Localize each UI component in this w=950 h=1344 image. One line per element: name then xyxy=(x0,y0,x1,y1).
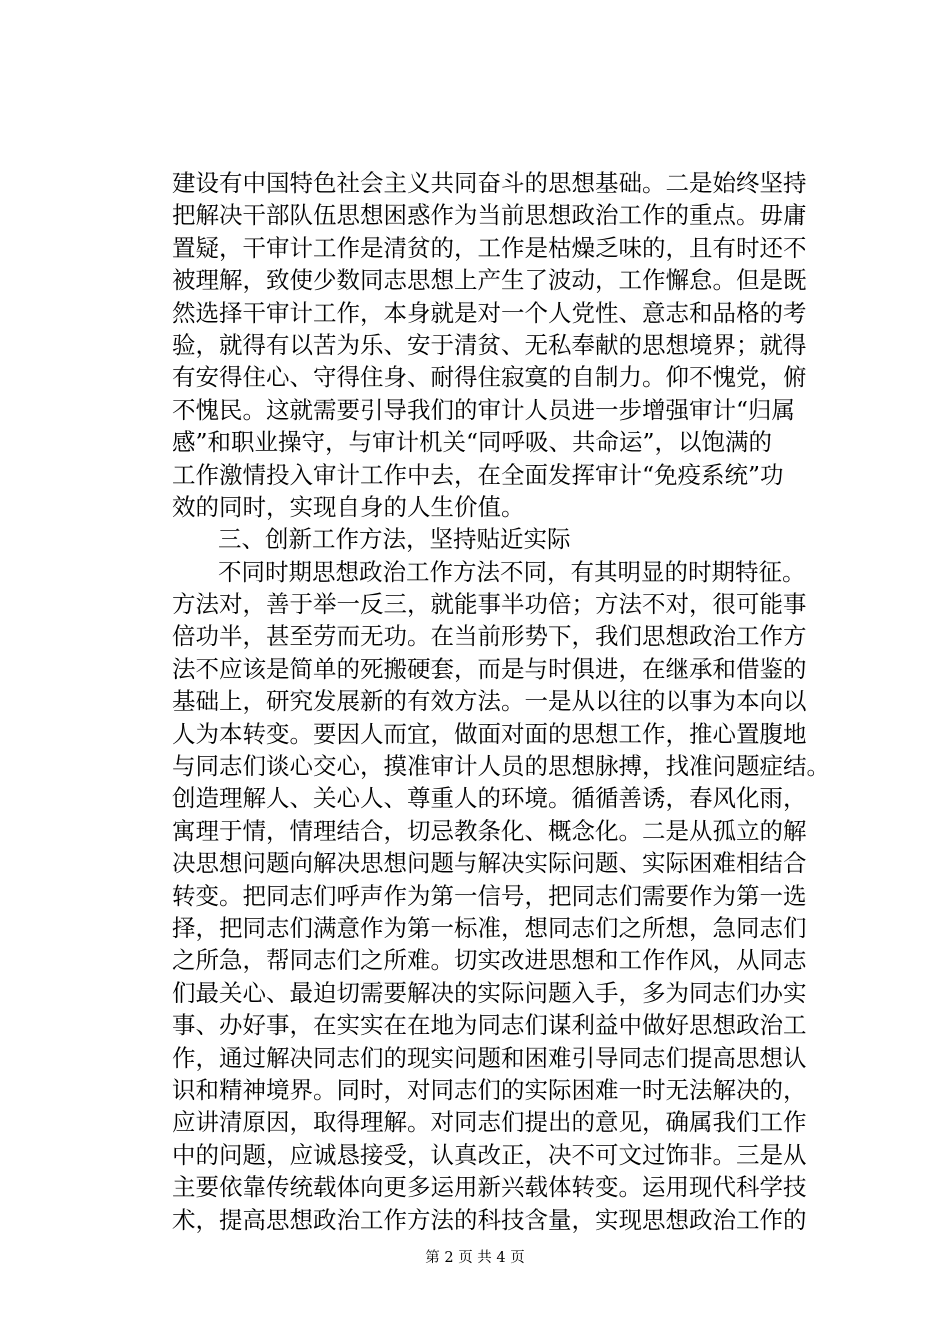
text-line: 作，通过解决同志们的现实问题和困难引导同志们提高思想认 xyxy=(172,1043,807,1072)
text-line: 基础上，研究发展新的有效方法。一是从以往的以事为本向以 xyxy=(172,687,807,716)
text-line: 有安得住心、守得住身、耐得住寂寞的自制力。仰不愧党，俯 xyxy=(172,363,807,392)
text-line: 择，把同志们满意作为第一标准，想同志们之所想，急同志们 xyxy=(172,913,807,942)
text-line: 应讲清原因，取得理解。对同志们提出的意见，确属我们工作 xyxy=(172,1108,807,1137)
paragraph-first-line: 不同时期思想政治工作方法不同，有其明显的时期特征。 xyxy=(218,557,806,586)
section-heading: 三、创新工作方法，坚持贴近实际 xyxy=(218,525,571,554)
text-line: 置疑，干审计工作是清贫的，工作是枯燥乏味的，且有时还不 xyxy=(172,233,807,262)
page-number-label: 第 2 页 共 4 页 xyxy=(425,1250,525,1266)
text-line: 转变。把同志们呼声作为第一信号，把同志们需要作为第一选 xyxy=(172,881,807,910)
text-line: 把解决干部队伍思想困惑作为当前思想政治工作的重点。毋庸 xyxy=(172,201,807,230)
text-line: 中的问题，应诚恳接受，认真改正，决不可文过饰非。三是从 xyxy=(172,1140,807,1169)
text-line: 效的同时，实现自身的人生价值。 xyxy=(172,492,525,521)
text-line: 们最关心、最迫切需要解决的实际问题入手，多为同志们办实 xyxy=(172,978,807,1007)
text-line: 倍功半，甚至劳而无功。在当前形势下，我们思想政治工作方 xyxy=(172,622,807,651)
text-line: 主要依靠传统载体向更多运用新兴载体转变。运用现代科学技 xyxy=(172,1173,807,1202)
text-line: 不愧民。这就需要引导我们的审计人员进一步增强审计“归属 xyxy=(172,395,796,424)
text-line: 术，提高思想政治工作方法的科技含量，实现思想政治工作的 xyxy=(172,1205,807,1234)
text-line: 被理解，致使少数同志思想上产生了波动，工作懈怠。但是既 xyxy=(172,266,807,295)
page-footer xyxy=(0,1248,950,1268)
text-line: 决思想问题向解决思想问题与解决实际问题、实际困难相结合 xyxy=(172,849,807,878)
text-line: 之所急，帮同志们之所难。切实改进思想和工作作风，从同志 xyxy=(172,946,807,975)
text-line: 法不应该是简单的死搬硬套，而是与时俱进，在继承和借鉴的 xyxy=(172,654,807,683)
text-line: 寓理于情，情理结合，切忌教条化、概念化。二是从孤立的解 xyxy=(172,816,807,845)
text-line: 然选择干审计工作，本身就是对一个人党性、意志和品格的考 xyxy=(172,298,807,327)
text-line: 创造理解人、关心人、尊重人的环境。循循善诱，春风化雨， xyxy=(172,784,807,813)
text-line: 识和精神境界。同时，对同志们的实际困难一时无法解决的， xyxy=(172,1075,807,1104)
text-line: 建设有中国特色社会主义共同奋斗的思想基础。二是始终坚持 xyxy=(172,169,807,197)
text-line: 人为本转变。要因人而宜，做面对面的思想工作，推心置腹地 xyxy=(172,719,807,748)
text-line: 工作激情投入审计工作中去，在全面发挥审计“免疫系统”功 xyxy=(172,460,784,489)
text-line: 感”和职业操守，与审计机关“同呼吸、共命运”，以饱满的 xyxy=(172,428,773,457)
document-body xyxy=(172,167,832,1236)
text-line: 方法对，善于举一反三，就能事半功倍；方法不对，很可能事 xyxy=(172,590,807,619)
text-line: 与同志们谈心交心，摸准审计人员的思想脉搏，找准问题症结。 xyxy=(172,752,830,781)
text-line: 事、办好事，在实实在在地为同志们谋利益中做好思想政治工 xyxy=(172,1011,807,1040)
text-line: 验，就得有以苦为乐、安于清贫、无私奉献的思想境界；就得 xyxy=(172,330,807,359)
